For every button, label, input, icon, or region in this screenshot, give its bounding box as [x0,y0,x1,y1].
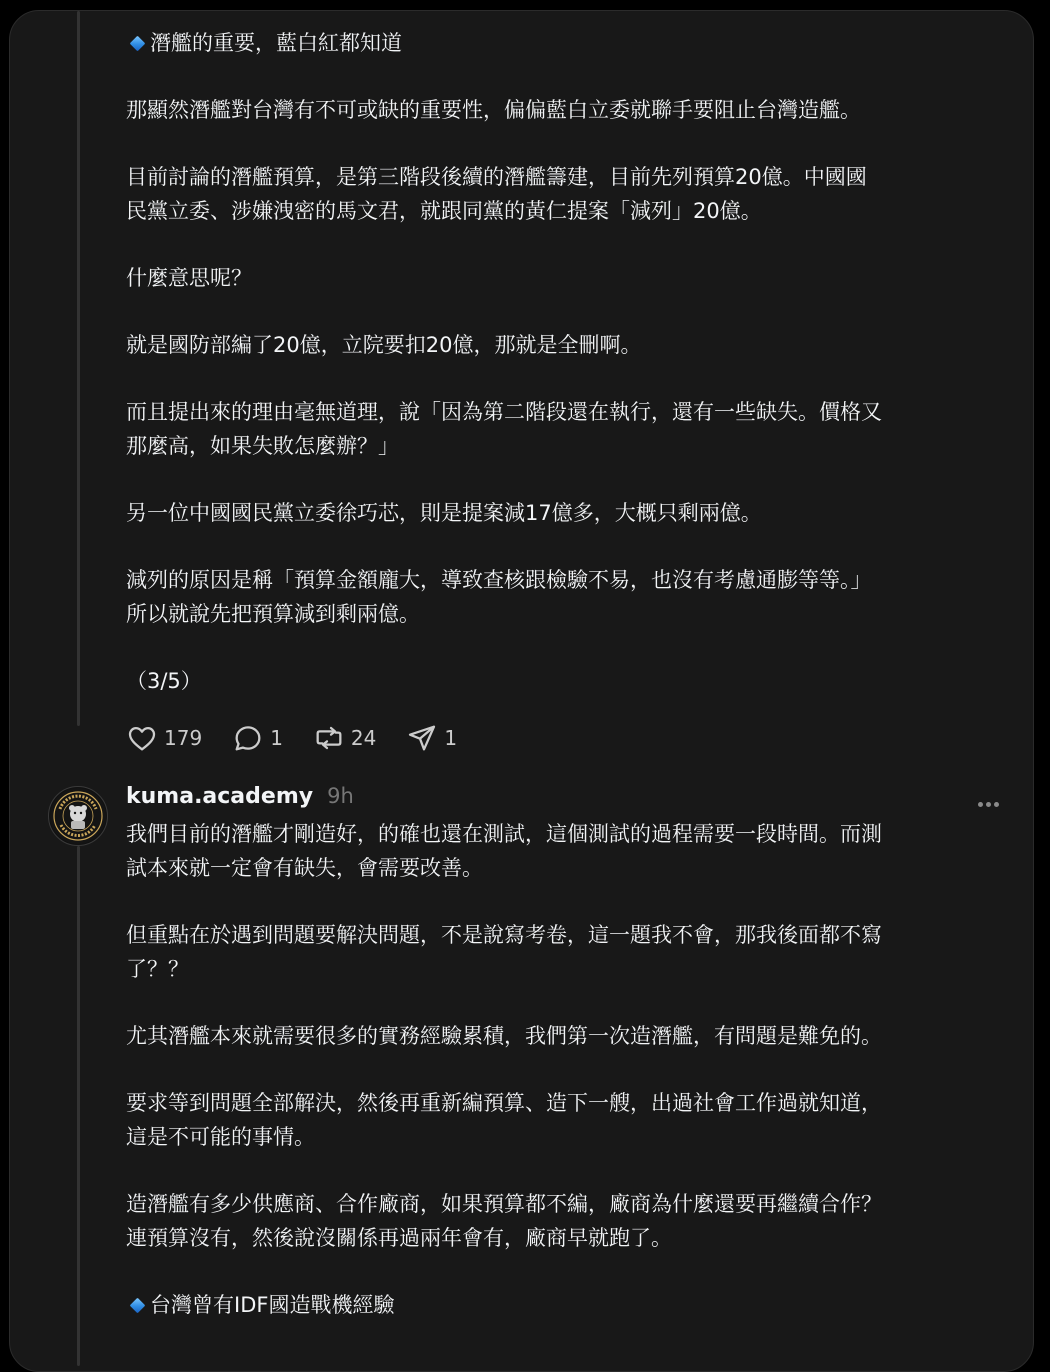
blue-diamond-icon [130,1297,146,1313]
post-1-action-bar [126,719,487,757]
post-1-paragraph: 另一位中國國民黨立委徐巧芯，則是提案減17億多，大概只剩兩億。 [126,501,762,525]
post-1-page-counter: （3/5） [126,669,202,693]
more-options-button[interactable] [978,792,1006,802]
share-count: 1 [444,726,458,750]
post-2-section-heading [126,1288,1006,1322]
comment-icon [232,722,264,754]
repost-count: 24 [350,726,377,750]
send-icon [406,722,438,754]
post-2-paragraph: 尤其潛艦本來就需要很多的實務經驗累積，我們第一次造潛艦，有問題是難免的。 [126,1024,882,1048]
reply-button[interactable] [232,722,283,754]
dot-icon [986,802,991,807]
post-2-header [126,776,1006,816]
post-2-body [126,817,1006,1355]
post-1-paragraph: 目前討論的潛艦預算，是第三階段後續的潛艦籌建，目前先列預算20億。中國國 民黨立委、涉嫌洩密的馬文君，就跟同黨的黃仁提案「減列」20億。 [126,165,867,223]
share-button[interactable] [406,722,457,754]
post-1-body [126,26,1006,731]
like-count: 179 [164,726,203,750]
thread-card [9,10,1034,1372]
post-2-paragraph: 我們目前的潛艦才剛造好，的確也還在測試，這個測試的過程需要一段時間。而測 試本來就一定會有缺失，會需要改善。 [126,822,882,880]
thread-line-top [77,11,80,726]
post-1-paragraph: 就是國防部編了20億，立院要扣20億，那就是全刪啊。 [126,333,642,357]
post-1-paragraph: 減列的原因是稱「預算金額龐大，導致查核跟檢驗不易，也沒有考慮通膨等等。」 所以就說先把預算減到剩兩億。 [126,568,872,626]
reply-count: 1 [270,726,283,750]
kuma-academy-logo [49,787,107,845]
post-2-paragraph: 造潛艦有多少供應商、合作廠商，如果預算都不編，廠商為什麼還要再繼續合作？ 連預算沒有，然後說沒關係再過兩年會有，廠商早就跑了。 [126,1192,882,1250]
post-2-heading-text: 台灣曾有IDF國造戰機經驗 [150,1293,395,1317]
thread-line-bottom [77,846,80,1366]
post-1-paragraph: 那顯然潛艦對台灣有不可或缺的重要性，偏偏藍白立委就聯手要阻止台灣造艦。 [126,98,861,122]
repost-button[interactable] [313,722,376,754]
post-1-paragraph: 而且提出來的理由毫無道理，說「因為第二階段還在執行，還有一些缺失。價格又 那麼高，如果失敗怎麼辦？」 [126,400,882,458]
post-1-paragraph: 什麼意思呢？ [126,266,252,290]
dot-icon [994,802,999,807]
avatar[interactable] [48,786,108,846]
post-1-heading-text: 潛艦的重要，藍白紅都知道 [150,31,402,55]
blue-diamond-icon [130,35,146,51]
heart-icon [126,722,158,754]
repost-icon [313,722,345,754]
dot-icon [978,802,983,807]
post-2-paragraph: 但重點在於遇到問題要解決問題，不是說寫考卷，這一題我不會，那我後面都不寫 了？？ [126,923,882,981]
post-2-paragraph: 要求等到問題全部解決，然後再重新編預算、造下一艘，出過社會工作過就知道， 這是不可能的事情。 [126,1091,882,1149]
post-1-section-heading [126,26,1006,60]
like-button[interactable] [126,722,202,754]
post-time: 9h [327,784,354,808]
username[interactable]: kuma.academy [126,783,314,809]
